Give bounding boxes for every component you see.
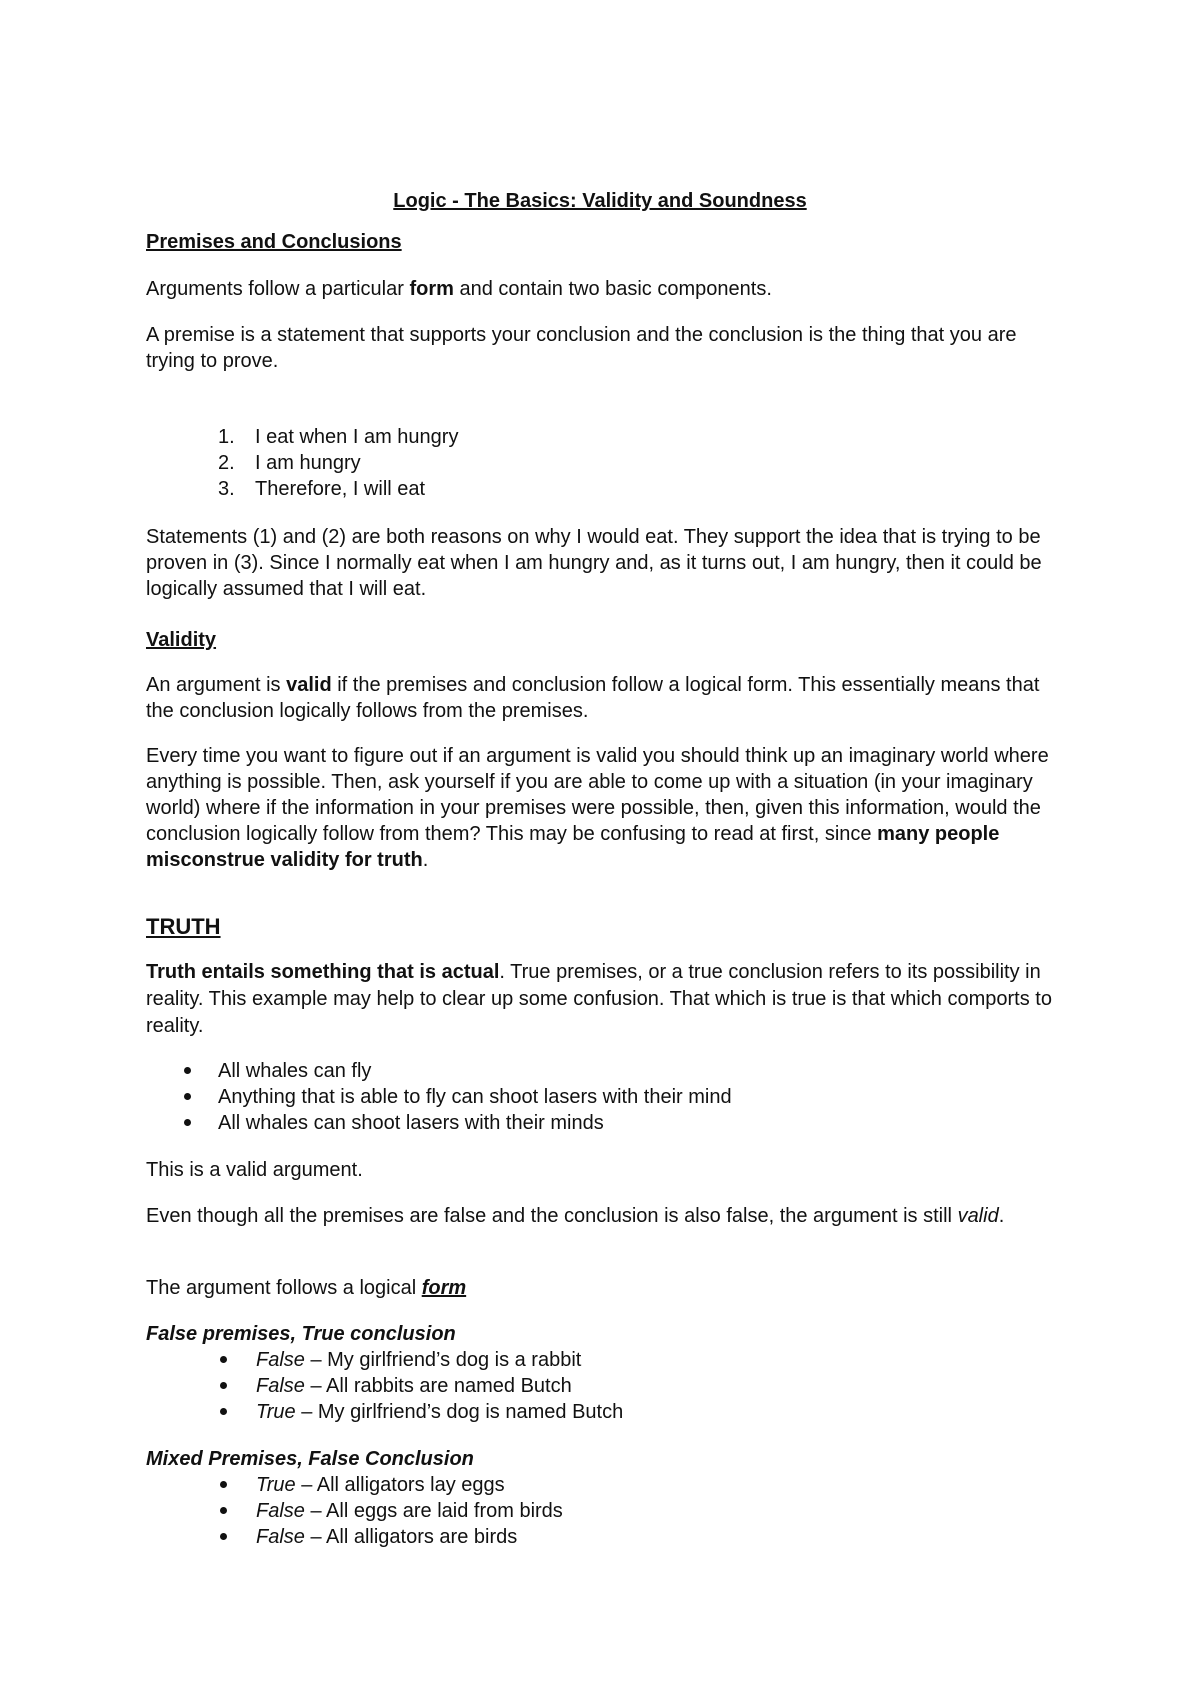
list-item: True – All alligators lay eggs bbox=[256, 1474, 505, 1496]
list-item: Anything that is able to fly can shoot lasers with their mind bbox=[218, 1086, 732, 1108]
paragraph-logical-form: The argument follows a logical form bbox=[146, 1277, 467, 1299]
list-item: False – All alligators are birds bbox=[256, 1526, 518, 1548]
list-item: False – My girlfriend’s dog is a rabbit bbox=[256, 1349, 582, 1371]
paragraph-arguments: Arguments follow a particular form and contain two basic components. bbox=[146, 278, 772, 300]
list-item: False – All eggs are laid from birds bbox=[256, 1500, 563, 1522]
section-heading-validity: Validity bbox=[146, 629, 217, 651]
paragraph-even-though: Even though all the premises are false and the conclusion is also false, the argument is still valid. bbox=[146, 1205, 1005, 1227]
bullet-dot bbox=[220, 1481, 227, 1488]
section-heading-premises: Premises and Conclusions bbox=[146, 231, 402, 253]
bullet-dot bbox=[220, 1382, 227, 1389]
bullet-dot bbox=[184, 1119, 191, 1126]
list-item: Therefore, I will eat bbox=[255, 478, 426, 500]
paragraph-truth-definition: Truth entails something that is actual. True premises, or a true conclusion refers to its possibility in reality. This example may help to clear up some confusion. That which is true is that which comports to reality. bbox=[146, 961, 1052, 1037]
paragraph-statements: Statements (1) and (2) are both reasons on why I would eat. They support the idea that is trying to be proven in (3). Since I normally eat when I am hungry and, as it turns out, I am hungry, then it could be logically assumed that I will eat. bbox=[146, 526, 1042, 600]
section-heading-truth: TRUTH bbox=[146, 914, 221, 939]
list-number: 2. bbox=[218, 452, 235, 474]
list-item: All whales can shoot lasers with their minds bbox=[218, 1112, 604, 1134]
list-item: All whales can fly bbox=[218, 1060, 372, 1082]
bullet-dot bbox=[220, 1408, 227, 1415]
paragraph-valid-argument: This is a valid argument. bbox=[146, 1159, 363, 1181]
subheading-mixed-premises-false-conclusion: Mixed Premises, False Conclusion bbox=[146, 1448, 474, 1470]
list-item: I eat when I am hungry bbox=[255, 426, 459, 448]
list-number: 1. bbox=[218, 426, 235, 448]
bullet-dot bbox=[220, 1533, 227, 1540]
document-title: Logic - The Basics: Validity and Soundness bbox=[393, 190, 807, 212]
bullet-dot bbox=[220, 1507, 227, 1514]
paragraph-imaginary-world: Every time you want to figure out if an argument is valid you should think up an imaginary world where anything is possible. Then, ask yourself if you are able to come up with a situation (in your imaginary world) where if the information in your premises were possible, then, given this information, would the conclusion logically follow from them? This may be confusing to read at first, since many people misconstrue validity for truth. bbox=[146, 745, 1049, 871]
paragraph-valid-definition: An argument is valid if the premises and conclusion follow a logical form. This essentially means that the conclusion logically follows from the premises. bbox=[146, 674, 1040, 722]
bullet-dot bbox=[184, 1067, 191, 1074]
list-item: I am hungry bbox=[255, 452, 361, 474]
bullet-dot bbox=[220, 1356, 227, 1363]
list-number: 3. bbox=[218, 478, 235, 500]
bullet-dot bbox=[184, 1093, 191, 1100]
paragraph-premise-definition: A premise is a statement that supports your conclusion and the conclusion is the thing that you are trying to prove. bbox=[146, 324, 1017, 372]
list-item: True – My girlfriend’s dog is named Butch bbox=[256, 1401, 624, 1423]
subheading-false-premises-true-conclusion: False premises, True conclusion bbox=[146, 1323, 456, 1345]
list-item: False – All rabbits are named Butch bbox=[256, 1375, 572, 1397]
